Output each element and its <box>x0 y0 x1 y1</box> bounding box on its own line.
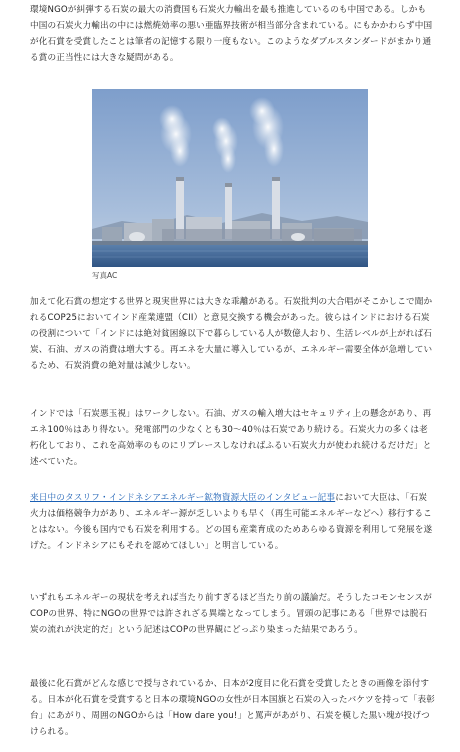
paragraph-5: いずれもエネルギーの現状を考えれば当たり前すぎるほど当たり前の議論だ。そうしたコモンセンスがCOPの世界、特にNGOの世界では許されざる異端となってしまう。冒頭の記事にある「世界では脱石炭の流れが決定的だ」という記述はCOPの世界観にどっぷり染まった結果であろう。 <box>30 593 432 635</box>
paragraph-2: 加えて化石賞の想定する世界と現実世界には大きな乖離がある。石炭批判の大合唱がそこかしこで聞かれるCOP25においてインド産業連盟（CII）と意見交換する機会があった。彼らはインドにおける石炭の役割について「インドには絶対貧困線以下で暮らしている人が数億人おり、生活レベルが上がれば石炭、石油、ガスの消費は増大する。再エネを大量に導入しているが、エネルギー需要全体が急増しているため、石炭消費の絶対量は減少しない。 <box>30 297 433 371</box>
paragraph-1: 環境NGOが糾弾する石炭の最大の消費国も石炭火力輸出を最も推進しているのも中国である。しかも中国の石炭火力輸出の中には燃焼効率の悪い亜臨界技術が相当部分含まれている。にもかかわらず中国が化石賞を受賞したことは筆者の記憶する限り一度もない。このようなダブルスタンダードがまかり通る賞の正当性には大きな疑問がある。 <box>30 5 433 63</box>
photo-caption: 写真AC <box>92 271 118 280</box>
paragraph-6: 最後に化石賞がどんな感じで授与されているか、日本が2度目に化石賞を受賞したときの画像を添付する。日本が化石賞を受賞すると日本の環境NGOの女性が日本国旗と石炭の入ったバケツを持って「表彰台」にあがり、周囲のNGOからは「How dare you!」と罵声があがり、石炭を模した黒い塊が投げつけられる。 <box>30 679 435 737</box>
paragraph-3: インドでは「石炭悪玉視」はワークしない。石油、ガスの輸入増大はセキュリティ上の懸念があり、再エネ100％はあり得ない。発電部門の少なくとも30〜40％は石炭であり続ける。石炭火力の多くは老朽化しており、これを高効率のものにリプレースしなければふるい石炭火力が使われ続けるだけだ」と述べていた。 <box>30 409 432 467</box>
paragraph-4 <box>30 490 435 554</box>
paragraph-4-text: において大臣は、「石炭火力は価格競争力があり、エネルギー源が乏しいよりも早く（再生可能エネルギーなどへ）移行することはない。今後も国内でも石炭を利用する。どの国も産業育成のためあらゆる資源を利用して発展を遂げた。インドネシアにもそれを認めてほしい」と明言している。 <box>30 493 433 551</box>
power-plant-photo <box>92 89 368 267</box>
interview-article-link[interactable]: 来日中のタスリフ・インドネシアエネルギー鉱物資源大臣のインタビュー記事 <box>30 493 336 503</box>
